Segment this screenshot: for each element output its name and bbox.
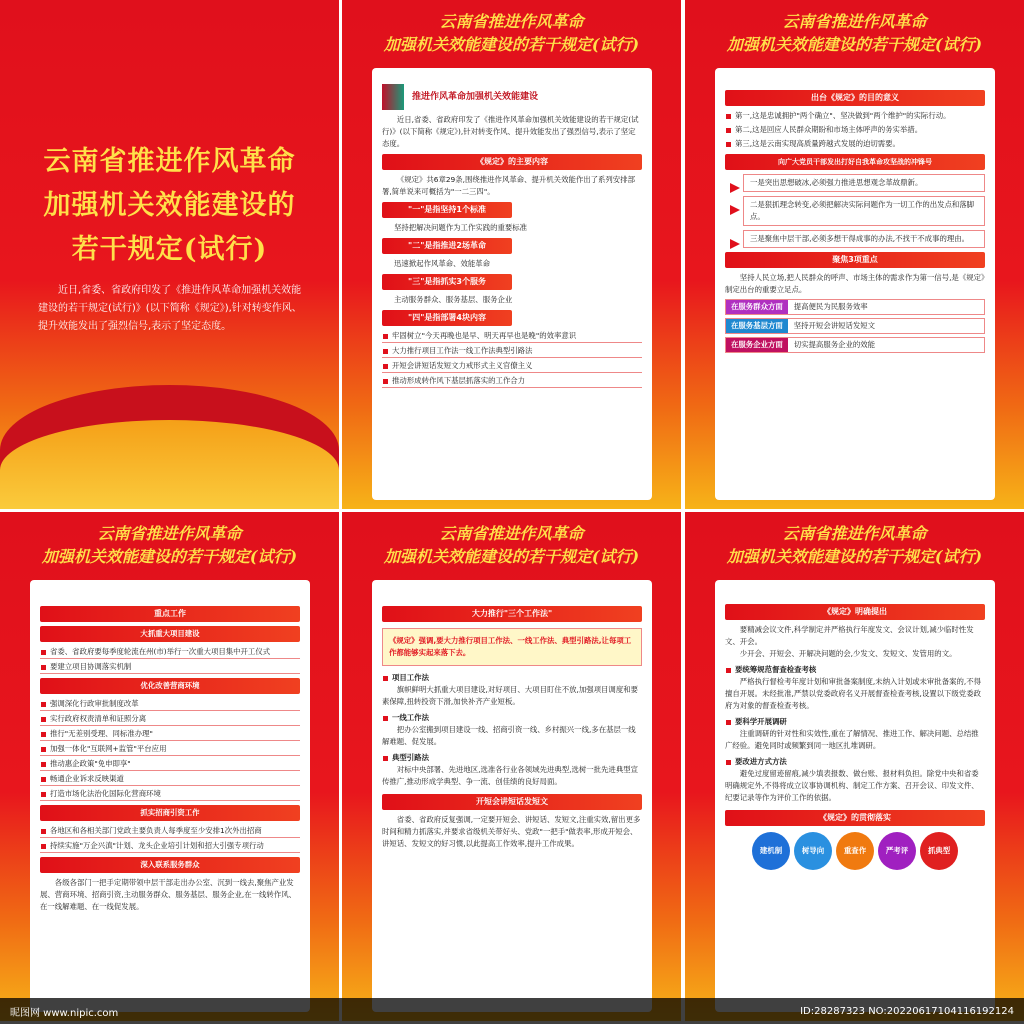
method-text: 把办公室搬到项目建设一线、招商引资一线、乡村振兴一线,多在基层一线解难题、促发展。 (382, 725, 636, 746)
list-item: 第二,这是回应人民群众期盼和市场主体呼声的务实举措。 (725, 124, 985, 136)
panel-title (685, 10, 1024, 56)
content-text: 《规定》共6章29条,围绕推进作风革命、提升机关效能作出了系列安排部署,简单说来可概括为"一二三四"。 (382, 175, 635, 196)
row-tag: 在服务群众方面 (726, 300, 788, 314)
panel-title-line1: 云南省推进作风革命 (782, 524, 927, 543)
cover-title (0, 140, 339, 272)
list-item: 各地区和各相关部门党政主要负责人每季度至少安排1次外出招商 (40, 825, 300, 838)
panel-title-line1: 云南省推进作风革命 (97, 524, 242, 543)
section-heading: 优化改善营商环境 (40, 678, 300, 694)
method-text: 对标中央部署、先进地区,选准各行业各领域先进典型,选树一批先进典型宣传推广,推动形成学典型、争一流、创佳绩的良好局面。 (382, 765, 638, 786)
short-text: 省委、省政府反复强调,一定要开短会、讲短话、发短文,注重实效,留出更多时间和精力抓落实,并要求省级机关带好头、党政"一把手"做表率,形成开短会、讲短话、发短文的好习惯,以此提高工作效率,提升工作成果。 (382, 815, 641, 848)
point-two: "二"是指推进2场革命 (382, 238, 512, 254)
content-heading: 《规定》的主要内容 (382, 154, 642, 170)
content-card (715, 68, 995, 500)
key-work-heading: 重点工作 (40, 606, 300, 622)
panel-title-line1: 云南省推进作风革命 (439, 524, 584, 543)
panel-title (342, 522, 681, 568)
focus-heading: 聚焦3项重点 (725, 252, 985, 268)
list-item: 第一,这是忠诚拥护"两个确立"、坚决做到"两个维护"的实际行动。 (725, 110, 985, 122)
list-item: 大力推行项目工作法一线工作法典型引路法 (382, 345, 642, 358)
circle-badge: 严考评 (878, 832, 916, 870)
point-one-text: 坚持把解决问题作为工作实践的重要标准 (394, 223, 528, 232)
point-three: "三"是指抓实3个服务 (382, 274, 512, 290)
list-item: 打造市场化法治化国际化营商环境 (40, 788, 300, 801)
panel-title-line1: 云南省推进作风革命 (439, 12, 584, 31)
section-text: 注重调研的针对性和实效性,重在了解情况、推进工作、解决问题、总结推广经验。避免同时或频繁到同一地区扎堆调研。 (725, 729, 979, 750)
methods-heading: 大力推行"三个工作法" (382, 606, 642, 622)
watermark-id: ID:28287323 NO:20220617104116192124 (800, 1005, 1014, 1017)
panel-key-work (0, 512, 339, 1021)
panel-title-line2: 加强机关效能建设的若干规定(试行) (726, 547, 983, 566)
section-heading: 深入联系服务群众 (40, 857, 300, 873)
section-heading: 大抓重大项目建设 (40, 626, 300, 642)
list-item: 一是突出思想破冰,必须强力推进思想观念革故鼎新。 (743, 174, 985, 192)
cover-title-line2: 加强机关效能建设的 (43, 190, 296, 221)
heading-text: 推进作风革命加强机关效能建设 (412, 92, 539, 102)
method-text: 旗帜鲜明大抓重大项目建设,对好项目、大项目盯住不放,加强项目调度和要素保障,扭转投资下滑,加快补齐产业短板。 (382, 685, 638, 706)
list-item: 第三,这是云南实现高质量跨越式发展的迫切需要。 (725, 138, 985, 150)
implementation-circles (725, 832, 985, 870)
panel-provisions (685, 512, 1024, 1021)
method-title: 典型引路法 (382, 752, 642, 764)
list-item: 开短会讲短话发短文力戒形式主义官僚主义 (382, 360, 642, 373)
circle-badge: 抓典型 (920, 832, 958, 870)
provision-text: 少开会、开短会、开解决问题的会,少发文、发短文、发管用的文。 (739, 649, 957, 658)
intro-text: 近日,省委、省政府印发了《推进作风革命加强机关效能建设的若干规定(试行)》(以下简称《规定》),针对转变作风、提升效能发出了强烈信号,表示了坚定态度。 (382, 115, 639, 148)
section-title: 要改进方式方法 (725, 756, 985, 768)
watermark-footer (0, 998, 1024, 1024)
list-item: 强调深化行政审批制度改革 (40, 698, 300, 711)
panel-title (0, 522, 339, 568)
implementation-heading: 《规定》的贯彻落实 (725, 810, 985, 826)
circle-badge: 重查作 (836, 832, 874, 870)
section-title: 要统筹规范督查检查考核 (725, 664, 985, 676)
focus-row (725, 299, 985, 315)
wave-decoration (0, 420, 339, 509)
purpose-heading: 出台《规定》的目的意义 (725, 90, 985, 106)
circle-badge: 建机制 (752, 832, 790, 870)
method-title: 一线工作法 (382, 712, 642, 724)
panel-purpose (685, 0, 1024, 509)
card-heading (382, 84, 642, 110)
list-item: 实行政府权责清单和证照分离 (40, 713, 300, 726)
cover-intro: 近日,省委、省政府印发了《推进作风革命加强机关效能建设的若干规定(试行)》(以下简称《规定》),针对转变作风、提升效能发出了强烈信号,表示了坚定态度。 (38, 285, 302, 332)
cover-title-line1: 云南省推进作风革命 (43, 146, 296, 177)
method-title: 项目工作法 (382, 672, 642, 684)
section-text: 严格执行督检考年度计划和审批备案制度,未纳入计划或未审批备案的,不得擅自开展。未经批准,严禁以党委政府名义开展督查检查考核,设置以下级党委政府为对象的督查检查考核。 (725, 677, 981, 710)
list-item: 畅通企业诉求反映渠道 (40, 773, 300, 786)
list-item: 二是狠抓理念转变,必须把解决实际问题作为一切工作的出发点和落脚点。 (743, 196, 985, 226)
row-tag: 在服务企业方面 (726, 338, 788, 352)
row-text: 切实提高服务企业的效能 (793, 340, 876, 349)
list-item: 持续实施"万企兴滇"计划、龙头企业培引计划和招大引强专项行动 (40, 840, 300, 853)
list-item: 要建立项目协调落实机制 (40, 661, 300, 674)
focus-row (725, 337, 985, 353)
focus-text: 坚持人民立场,把人民群众的呼声、市场主体的需求作为第一信号,是《规定》制定出台的重要立足点。 (725, 273, 985, 294)
point-two-text: 迅速掀起作风革命、效能革命 (394, 259, 491, 268)
list-item: 牢固树立"今天再晚也是早、明天再早也是晚"的效率意识 (382, 330, 642, 343)
list-item: 三是聚焦中层干部,必须多想干得成事的办法,不找干不成事的理由。 (743, 230, 985, 248)
watermark-logo[interactable]: 昵图网 www.nipic.com (10, 1007, 119, 1019)
point-three-text: 主动服务群众、服务基层、服务企业 (394, 295, 513, 304)
section-title: 要科学开展调研 (725, 716, 985, 728)
list-item: 推动惠企政策"免申即享" (40, 758, 300, 771)
panel-main-content (342, 0, 681, 509)
panel-methods (342, 512, 681, 1021)
cover-title-line3: 若干规定(试行) (71, 234, 268, 265)
row-text: 坚持开短会讲短话发短文 (793, 321, 876, 330)
content-card (30, 580, 310, 1012)
section-text: 各级各部门一把手定期带领中层干部走出办公室、沉到一线去,聚焦产业发展、营商环境、招商引资,主动服务群众、服务基层、服务企业,在一线转作风、在一线解难题、在一线促发展。 (40, 878, 296, 911)
panel-title (685, 522, 1024, 568)
panel-title-line2: 加强机关效能建设的若干规定(试行) (726, 35, 983, 54)
section-heading: 抓实招商引资工作 (40, 805, 300, 821)
short-heading: 开短会讲短话发短文 (382, 794, 642, 810)
content-card (715, 580, 995, 1012)
row-text: 提高便民为民服务效率 (793, 302, 868, 311)
point-one: "一"是指坚持1个标准 (382, 202, 512, 218)
panel-cover (0, 0, 339, 509)
highlight-box: 《规定》强调,要大力推行项目工作法、一线工作法、典型引路法,让每项工作都能够实起来落下去。 (382, 628, 642, 666)
provisions-heading: 《规定》明确提出 (725, 604, 985, 620)
panel-title-line1: 云南省推进作风革命 (782, 12, 927, 31)
list-item: 推行"无差别受理、同标准办理" (40, 728, 300, 741)
panel-title-line2: 加强机关效能建设的若干规定(试行) (383, 35, 640, 54)
focus-row (725, 318, 985, 334)
book-icon (382, 84, 404, 110)
list-item: 省委、省政府要每季度轮流在州(市)举行一次重大项目集中开工仪式 (40, 646, 300, 659)
circle-badge: 树导向 (794, 832, 832, 870)
provision-text: 要精减会议文件,科学制定并严格执行年度发文、会议计划,减少临时性发文、开会。 (725, 625, 974, 646)
section-text: 避免过度留迹留痕,减少填表报数、做台账、报材料负担。除党中央和省委明确规定外,不得将成立议事协调机构、制定工作方案、召开会议、印发文件、纪要记录等作为评价工作的依据。 (725, 769, 979, 802)
panel-title-line2: 加强机关效能建设的若干规定(试行) (383, 547, 640, 566)
point-four: "四"是指部署4块内容 (382, 310, 512, 326)
panel-title-line2: 加强机关效能建设的若干规定(试行) (41, 547, 298, 566)
content-card (372, 68, 652, 500)
row-tag: 在服务基层方面 (726, 319, 788, 333)
panel-title (342, 10, 681, 56)
list-item: 加强一体化"互联网+监管"平台应用 (40, 743, 300, 756)
list-item: 推动形成转作风下基层抓落实的工作合力 (382, 375, 642, 388)
content-card (372, 580, 652, 1012)
call-heading: 向广大党员干部发出打好自我革命攻坚战的冲锋号 (725, 154, 985, 170)
